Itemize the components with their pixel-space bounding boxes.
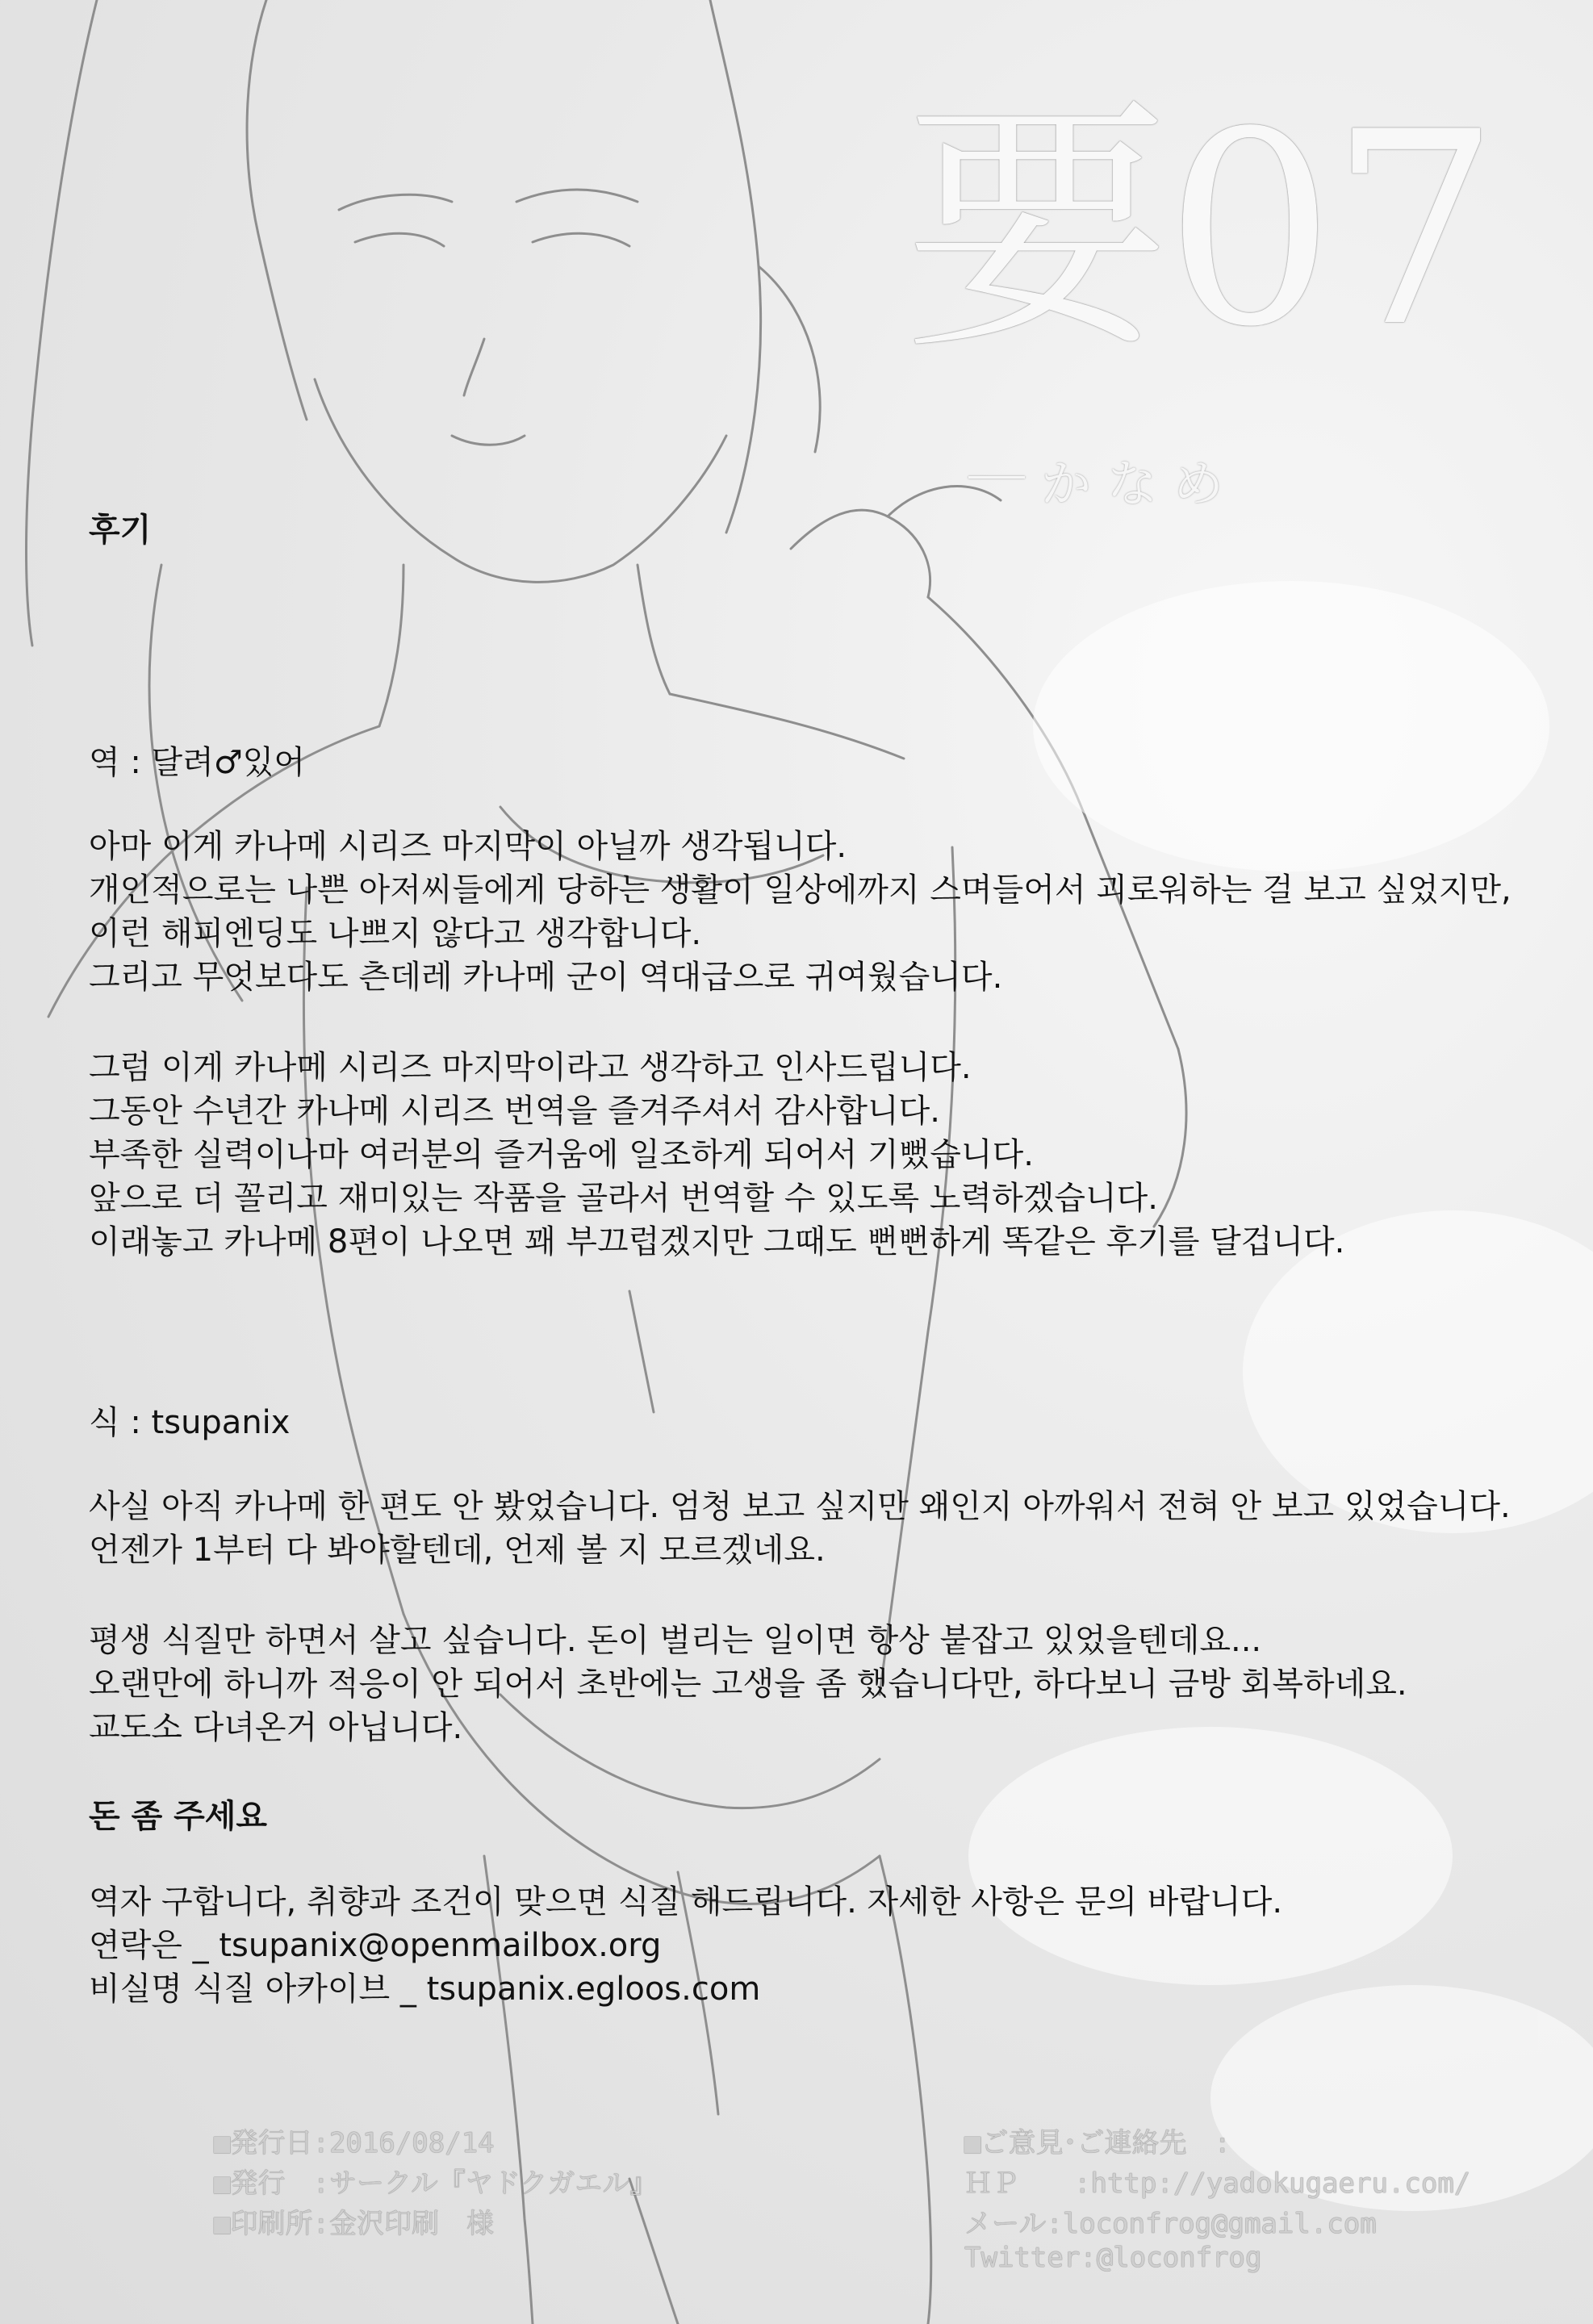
printer: ■印刷所:金沢印刷 様 — [214, 2208, 494, 2240]
text-line: 부족한 실력이나마 여러분의 즐거움에 일조하게 되어서 기뻤습니다. — [89, 1136, 1034, 1173]
text-line: 그럼 이게 카나메 시리즈 마지막이라고 생각하고 인사드립니다. — [89, 1049, 972, 1086]
text-line: 이래놓고 카나메 8편이 나오면 꽤 부끄럽겠지만 그때도 뻔뻔하게 똑같은 후기를 달겁니다. — [89, 1223, 1345, 1260]
text-line: 아마 이게 카나메 시리즈 마지막이 아닐까 생각됩니다. — [89, 828, 847, 865]
text-line: 오랜만에 하니까 적응이 안 되어서 초반에는 고생을 좀 했습니다만, 하다보니 금방 회복하네요. — [89, 1666, 1407, 1703]
afterword-heading: 후기 — [89, 512, 152, 549]
text-line: 그동안 수년간 카나메 시리즈 번역을 즐겨주셔서 감사합니다. — [89, 1093, 941, 1130]
text-line: 앞으로 더 꼴리고 재미있는 작품을 골라서 번역할 수 있도록 노력하겠습니다. — [89, 1180, 1158, 1217]
text-line: 언젠가 1부터 다 봐야할텐데, 언제 볼 지 모르겠네요. — [89, 1532, 826, 1569]
text-line: 평생 식질만 하면서 살고 싶습니다. 돈이 벌리는 일이면 항상 붙잡고 있었을텐데요... — [89, 1622, 1262, 1659]
page-subtitle: かなめ — [1041, 454, 1240, 513]
homepage-url: ＨＰ :http://yadokugaeru.com/ — [964, 2167, 1471, 2200]
archive-url-line: 비실명 식질 아카이브 _ tsupanix.egloos.com — [89, 1971, 761, 2008]
editor-credit: 식 : tsupanix — [89, 1404, 291, 1441]
publisher: ■発行 :サークル『ヤドクガエル』 — [214, 2167, 658, 2200]
text-line: 사실 아직 카나메 한 편도 안 봤었습니다. 엄청 보고 싶지만 왜인지 아까워서 전혀 안 보고 있었습니다. — [89, 1488, 1511, 1525]
translator-credit: 역 : 달려♂있어 — [89, 744, 305, 781]
subtitle-dash — [968, 476, 1025, 479]
publish-date: ■発行日:2016/08/14 — [214, 2127, 495, 2159]
contact-heading: ■ご意見･ご連絡先 : — [964, 2127, 1231, 2159]
editor-plea: 돈 좀 주세요 — [89, 1798, 268, 1835]
text-line: 역자 구합니다, 취향과 조건이 맞으면 식질 해드립니다. 자세한 사항은 문의 바랍니다. — [89, 1883, 1283, 1921]
text-line: 그리고 무엇보다도 츤데레 카나메 군이 역대급으로 귀여웠습니다. — [89, 959, 1003, 996]
contact-email-line: 연락은 _ tsupanix@openmailbox.org — [89, 1927, 662, 1964]
page-title: 要07 — [904, 75, 1495, 385]
text-line: 개인적으로는 나쁜 아저씨들에게 당하는 생활이 일상에까지 스며들어서 괴로워하는 걸 보고 싶었지만, — [89, 872, 1511, 909]
contact-email: メール:loconfrog@gmail.com — [964, 2208, 1377, 2240]
text-line: 이런 해피엔딩도 나쁘지 않다고 생각합니다. — [89, 915, 702, 952]
twitter-handle: Twitter:@loconfrog — [964, 2242, 1262, 2274]
text-line: 교도소 다녀온거 아닙니다. — [89, 1709, 463, 1746]
